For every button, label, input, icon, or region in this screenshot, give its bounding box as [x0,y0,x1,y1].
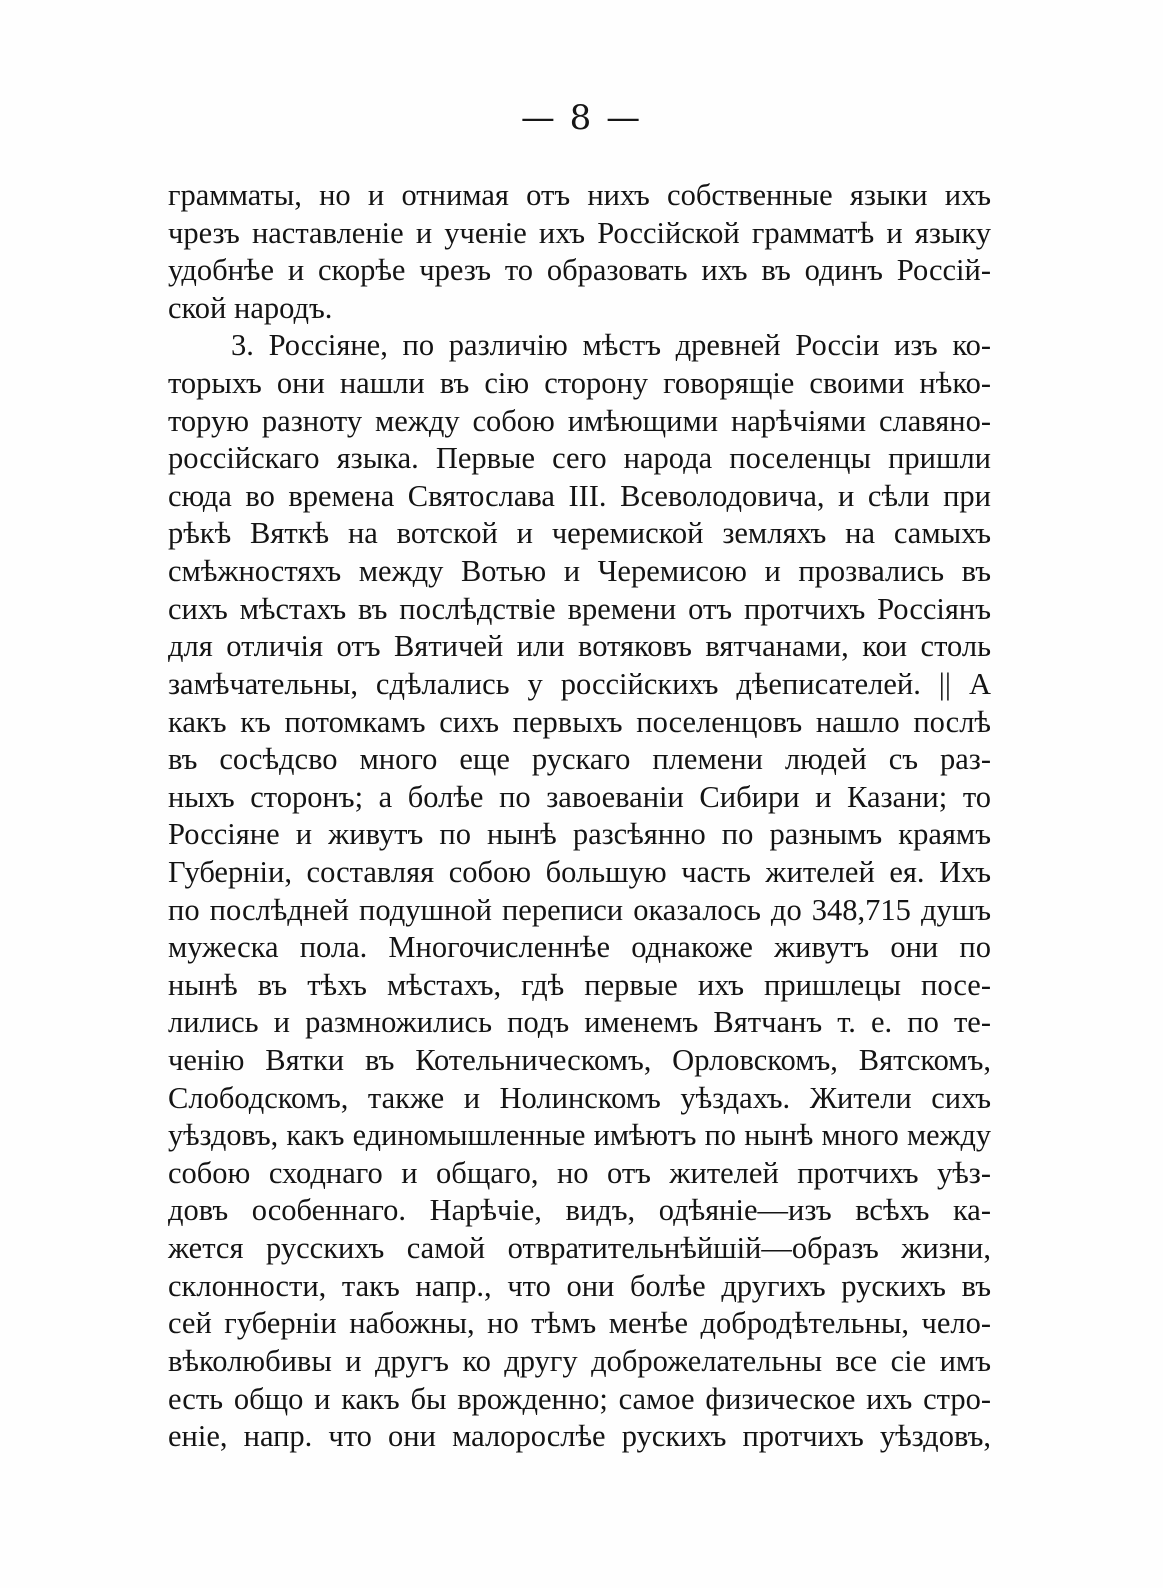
text-line: жется русскихъ самой отвратительнѣйшій—образъ жизни, [168,1231,991,1266]
text-line: Россіяне и живутъ по нынѣ разсѣянно по разнымъ краямъ [168,817,991,852]
page-number: — 8 — [520,98,643,138]
body-text [168,177,991,1456]
paragraph-start-line: 3. Россіяне, по различію мѣстъ древней Россіи изъ ко- [231,328,991,363]
text-line: сюда во времена Святослава III. Всеволодовича, и сѣли при [168,478,991,513]
text-line: мужеска пола. Многочисленнѣе однакоже живутъ они по [168,930,991,965]
text-line: смѣжностяхъ между Вотью и Черемисою и прозвались въ [168,554,991,589]
text-line: ныхъ сторонъ; а болѣе по завоеваніи Сибири и Казани; то [168,779,991,814]
text-line: какъ къ потомкамъ сихъ первыхъ поселенцовъ нашло послѣ [168,704,991,739]
text-line: россійскаго языка. Первые сего народа поселенцы пришли [168,441,991,476]
text-line: ской народъ. [168,290,333,325]
text-line: для отличія отъ Вятичей или вотяковъ вятчанами, кои столь [168,629,991,664]
text-line: рѣкѣ Вяткѣ на вотской и черемиской земляхъ на самыхъ [168,516,991,551]
text-line: грамматы, но и отнимая отъ нихъ собственные языки ихъ [168,178,991,212]
text-line: Слободскомъ, также и Нолинскомъ уѣздахъ. Жители сихъ [168,1080,991,1115]
text-line: довъ особеннаго. Нарѣчіе, видъ, одѣяніе—изъ всѣхъ ка- [168,1193,991,1228]
text-line: ченію Вятки въ Котельническомъ, Орловскомъ, Вятскомъ, [168,1043,991,1078]
text-line: вѣколюбивы и другъ ко другу доброжелательны все сіе имъ [168,1343,991,1378]
text-line: сихъ мѣстахъ въ послѣдствіе времени отъ протчихъ Россіянъ [168,591,991,626]
text-line: Губерніи, составляя собою большую часть жителей ея. Ихъ [168,854,991,889]
text-line: замѣчательны, сдѣлались у россійскихъ дѣеписателей. || А [168,666,991,701]
text-line: нынѣ въ тѣхъ мѣстахъ, гдѣ первые ихъ пришлецы посе- [168,967,991,1002]
text-line: чрезъ наставленіе и ученіе ихъ Россійской грамматѣ и языку [168,215,991,250]
text-line: въ сосѣдсво много еще рускаго племени людей съ раз- [168,742,991,777]
text-line: по послѣдней подушной переписи оказалось до 348,715 душъ [168,892,991,927]
text-line: есть общо и какъ бы врожденно; самое физическое ихъ стро- [168,1381,991,1416]
text-line: собою сходнаго и общаго, но отъ жителей протчихъ уѣз- [168,1155,991,1190]
text-line: удобнѣе и скорѣе чрезъ то образовать ихъ въ одинъ Россій- [168,253,991,288]
text-line: склонности, такъ напр., что они болѣе другихъ рускихъ въ [168,1268,991,1303]
text-line: торыхъ они нашли въ сію сторону говорящіе своими нѣко- [168,366,991,401]
text-line: еніе, напр. что они малорослѣе рускихъ протчихъ уѣздовъ, [168,1419,991,1454]
text-line: уѣздовъ, какъ единомышленные имѣютъ по нынѣ много между [168,1118,991,1153]
text-line: сей губерніи набожны, но тѣмъ менѣе добродѣтельны, чело- [168,1306,991,1341]
text-line: лились и размножились подъ именемъ Вятчанъ т. е. по те- [168,1005,991,1040]
text-line: торую разноту между собою имѣющими нарѣчіями славяно- [168,403,991,438]
